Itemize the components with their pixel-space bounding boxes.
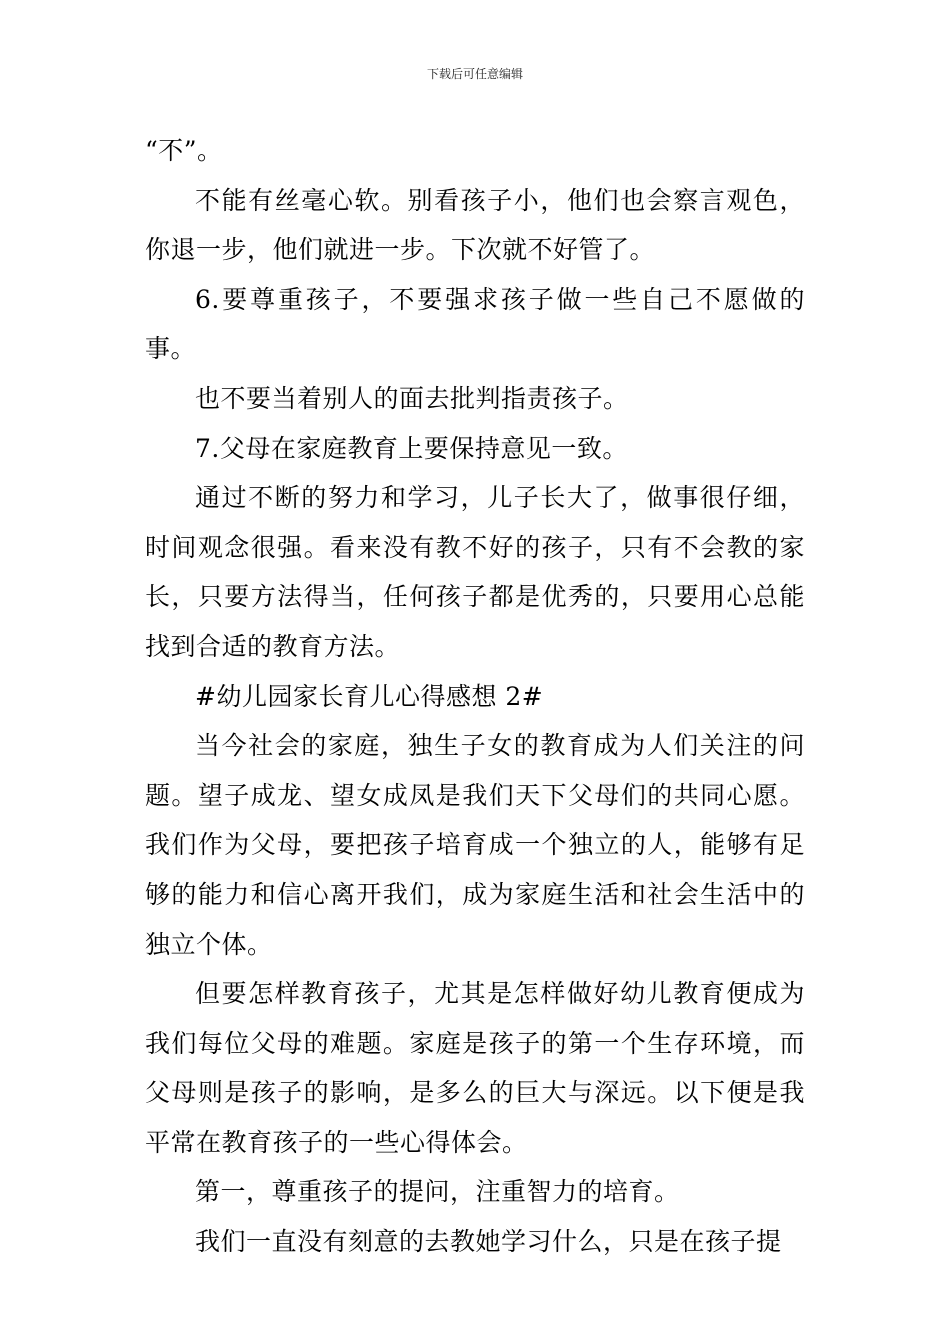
paragraph-10: 第一，尊重孩子的提问，注重智力的培育。 [195,1177,680,1207]
paragraph-1: “不”。 [145,136,223,165]
paragraph-8: 当今社会的家庭，独生子女的教育成为人们关注的问题。望子成龙、望女成凤是我们天下父母们的共同心愿。我们作为父母，要把孩子培育成一个独立的人，能够有足够的能力和信心离开我们，成为家庭生活和社会生活中的独立个体。 [145,731,805,959]
paragraph-5: 7.父母在家庭教育上要保持意见一致。 [195,433,628,463]
document-body [145,126,805,1267]
paragraph-11: 我们一直没有刻意的去教她学习什么，只是在孩子提 [195,1227,782,1257]
paragraph-4: 也不要当着别人的面去批判指责孩子。 [195,383,629,413]
paragraph-9: 但要怎样教育孩子，尤其是怎样做好幼儿教育便成为我们每位父母的难题。家庭是孩子的第一个生存环境，而父母则是孩子的影响，是多么的巨大与深远。以下便是我平常在教育孩子的一些心得体会。 [145,979,805,1157]
paragraph-6: 通过不断的努力和学习，儿子长大了，做事很仔细，时间观念很强。看来没有教不好的孩子，只有不会教的家长，只要方法得当，任何孩子都是优秀的，只要用心总能找到合适的教育方法。 [145,483,805,661]
paragraph-2: 不能有丝毫心软。别看孩子小，他们也会察言观色，你退一步，他们就进一步。下次就不好管了。 [145,185,805,265]
paragraph-3: 6.要尊重孩子，不要强求孩子做一些自己不愿做的事。 [145,284,805,364]
page-header: 下载后可任意编辑 [426,67,523,81]
section-heading: #幼儿园家长育儿心得感想 2# [195,681,544,711]
